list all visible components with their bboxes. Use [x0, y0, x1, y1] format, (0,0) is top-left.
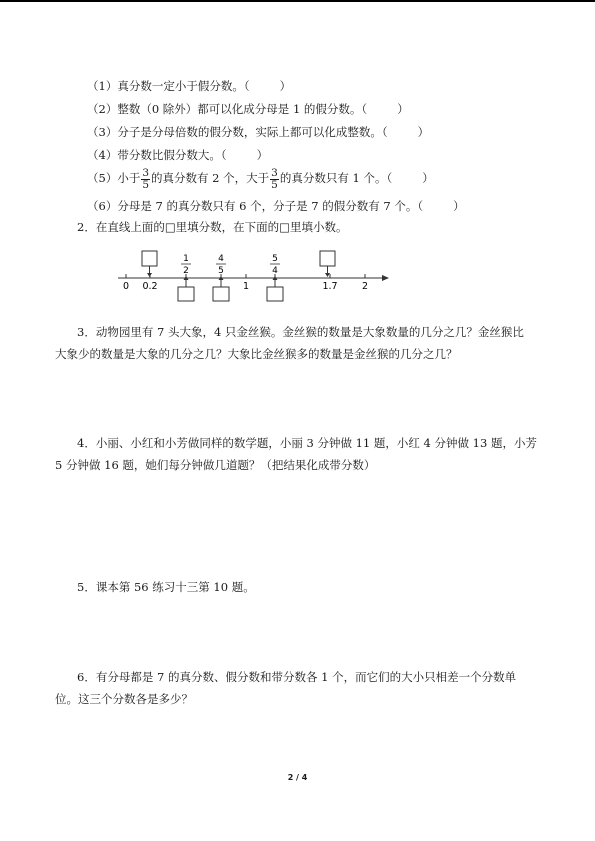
answer-box-upper-1[interactable] — [142, 251, 157, 266]
item-number: （3） — [87, 125, 118, 139]
question-4-line-1: 4．小丽、小红和小芳做同样的数学题，小丽 3 分钟做 11 题，小红 4 分钟做 13 题，小芳 — [77, 436, 537, 450]
item-bracket-close: ） — [422, 171, 434, 185]
label-zero: 0 — [122, 281, 130, 292]
item-text: 的真分数有 2 个，大于 — [151, 171, 270, 185]
pointer-arrowhead — [147, 273, 152, 277]
question-4-line-2: 5 分钟做 16 题，她们每分钟做几道题？（把结果化成带分数） — [55, 458, 376, 472]
pointer-arrowhead — [325, 273, 330, 277]
item-bracket-close: ） — [279, 79, 292, 93]
fraction-three-fifths — [270, 168, 279, 191]
label-0-2: 0.2 — [142, 281, 158, 292]
question-5-text: 5．课本第 56 练习十三第 10 题。 — [77, 580, 255, 594]
item-number: （4） — [87, 148, 118, 162]
page-number: 2 / 4 — [287, 773, 308, 782]
fraction-numerator: 4 — [218, 254, 224, 264]
judgment-item-5 — [87, 166, 434, 191]
answer-box-lower-1[interactable] — [178, 287, 194, 301]
fraction-numerator: 3 — [271, 166, 278, 179]
item-text: 分子是分母倍数的假分数，实际上都可以化成整数。（ — [117, 125, 388, 139]
judgment-item-4 — [87, 147, 268, 163]
item-number: （5） — [87, 171, 118, 185]
fraction-denominator: 5 — [218, 266, 224, 276]
item-bracket-close: ） — [417, 125, 430, 139]
fraction-denominator: 5 — [271, 178, 278, 191]
fraction-three-fifths — [141, 168, 150, 191]
item-text: 的真分数只有 1 个。（ — [279, 171, 393, 185]
fraction-denominator: 5 — [142, 178, 150, 191]
judgment-item-6 — [87, 198, 465, 214]
fraction-numerator: 1 — [183, 254, 189, 264]
item-text: 小于 — [117, 171, 141, 185]
question-6-line-1: 6．有分母都是 7 的真分数、假分数和带分数各 1 个，而它们的大小只相差一个分数单 — [77, 670, 517, 684]
question-3-line-2: 大象少的数量是大象的几分之几？大象比金丝猴多的数量是金丝猴的几分之几？ — [55, 347, 458, 361]
question-6-line-2: 位。这三个分数各是多少？ — [55, 692, 193, 706]
question-2-text: 2．在直线上面的□里填分数，在下面的□里填小数。 — [77, 220, 348, 234]
fraction-denominator: 4 — [272, 266, 278, 276]
question-3-line-1: 3．动物园里有 7 头大象，4 只金丝猴。金丝猴的数量是大象数量的几分之几？金丝猴比 — [77, 325, 524, 339]
item-bracket-close: ） — [397, 102, 409, 116]
label-one: 1 — [242, 281, 250, 292]
answer-box-upper-2[interactable] — [320, 251, 335, 266]
top-rule — [0, 0, 595, 2]
judgment-item-2 — [87, 101, 409, 117]
item-text: 带分数比假分数大。（ — [117, 148, 227, 162]
fraction-denominator: 2 — [183, 266, 189, 276]
item-bracket-close: ） — [453, 199, 465, 213]
answer-box-lower-2[interactable] — [213, 287, 229, 301]
item-bracket-close: ） — [256, 148, 269, 162]
label-1-7: 1.7 — [322, 281, 338, 292]
item-text: 整数（0 除外）都可以化成分母是 1 的假分数。（ — [117, 102, 368, 116]
axis-arrow — [382, 275, 389, 281]
fraction-numerator: 3 — [142, 166, 150, 179]
item-number: （6） — [87, 199, 118, 213]
judgment-item-1 — [87, 78, 291, 94]
answer-box-lower-3[interactable] — [267, 287, 283, 301]
item-number: （1） — [87, 79, 118, 93]
number-line-diagram — [112, 245, 392, 305]
item-text: 真分数一定小于假分数。（ — [117, 79, 250, 93]
fraction-numerator: 5 — [272, 254, 278, 264]
judgment-item-3 — [87, 124, 429, 140]
item-text: 分母是 7 的真分数只有 6 个，分子是 7 的假分数有 7 个。（ — [117, 199, 424, 213]
label-two: 2 — [361, 281, 369, 292]
item-number: （2） — [87, 102, 118, 116]
